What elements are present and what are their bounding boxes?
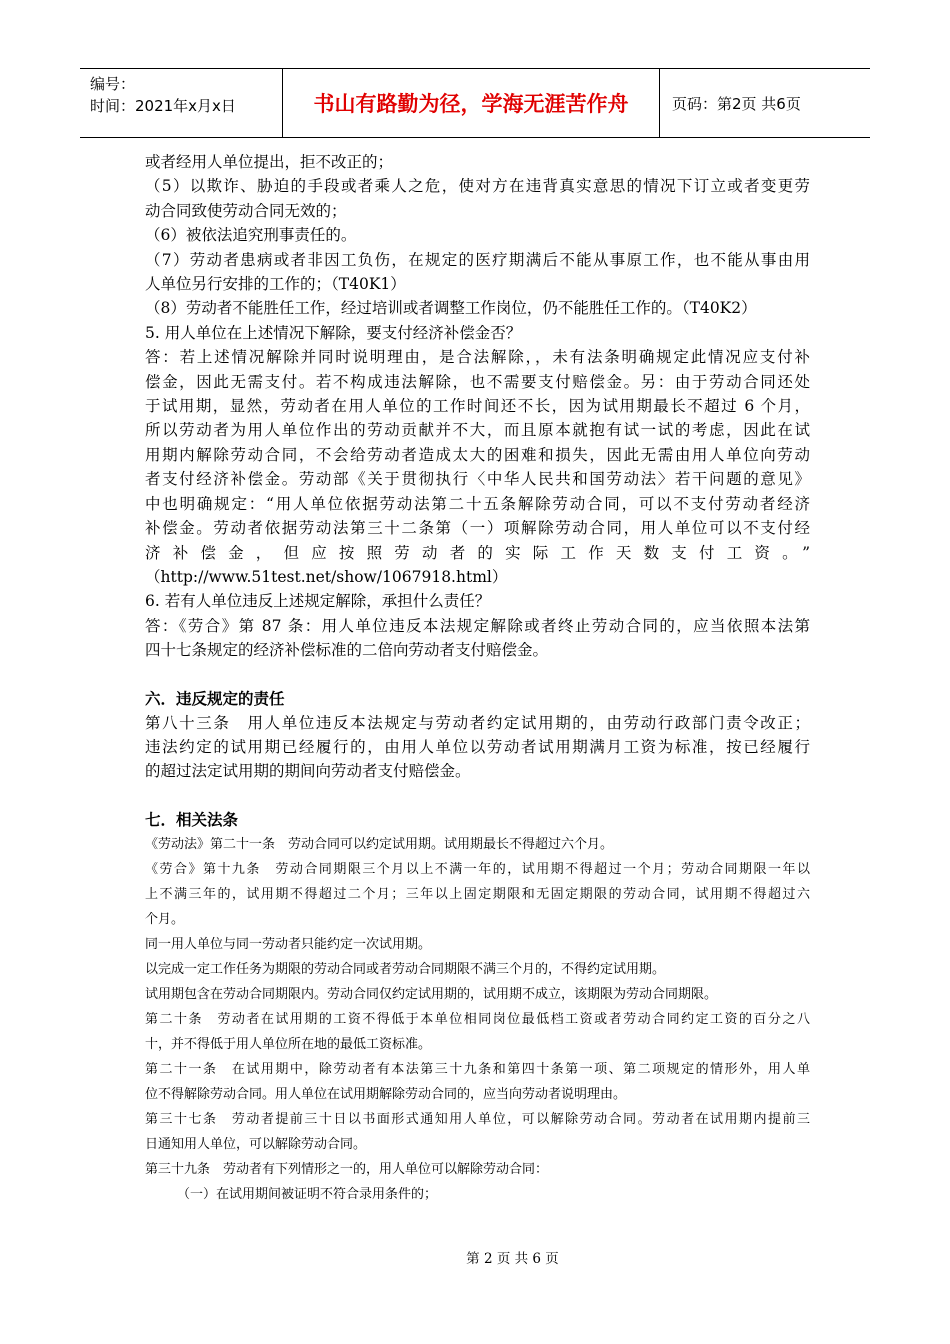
law-line: 十，并不得低于用人单位所在地的最低工资标准。 — [145, 1036, 432, 1052]
answer-line: 中也明确规定：“用人单位依据劳动法第二十五条解除劳动合同，可以不支付劳动者经济 — [145, 494, 810, 513]
law-line: 日通知用人单位，可以解除劳动合同。 — [145, 1136, 367, 1152]
answer-line: 补偿金。劳动者依据劳动法第三十二条第（一）项解除劳动合同，用人单位可以不支付经 — [145, 519, 810, 538]
document-body — [145, 150, 810, 1207]
header-meta — [80, 69, 283, 137]
question-5: 5. 用人单位在上述情况下解除，要支付经济补偿金否？ — [145, 323, 522, 342]
law-line: （一）在试用期间被证明不符合录用条件的； — [177, 1186, 438, 1202]
law-line: 以完成一定工作任务为期限的劳动合同或者劳动合同期限不满三个月的，不得约定试用期。 — [145, 961, 666, 977]
answer-line: 于试用期，显然，劳动者在用人单位的工作时间还不长，因为试用期最长不超过 6 个月， — [145, 397, 810, 416]
header-page-info: 页码：第2页 共6页 — [672, 94, 801, 113]
law-line: 《劳合》第十九条 劳动合同期限三个月以上不满一年的，试用期不得超过一个月；劳动合同期限一年以 — [145, 861, 810, 877]
source-url: （http://www.51test.net/show/1067918.html） — [145, 567, 508, 586]
page-header — [80, 68, 870, 138]
body-line: 或者经用人单位提出，拒不改正的； — [145, 153, 394, 171]
answer-line: 答：若上述情况解除并同时说明理由，是合法解除，，未有法条明确规定此情况应支付补 — [145, 348, 810, 367]
body-line: 动合同致使劳动合同无效的； — [145, 201, 347, 220]
section-6-line: 第八十三条 用人单位违反本法规定与劳动者约定试用期的，由劳动行政部门责令改正； — [145, 713, 810, 732]
law-line: 上不满三年的，试用期不得超过二个月；三年以上固定期限和无固定期限的劳动合同，试用期不得超过六 — [145, 886, 810, 902]
law-line: 试用期包含在劳动合同期限内。劳动合同仅约定试用期的，试用期不成立，该期限为劳动合同期限。 — [145, 986, 718, 1002]
body-line: （6）被依法追究刑事责任的。 — [145, 226, 357, 245]
document-date: 时间：2021年x月x日 — [90, 97, 236, 115]
question-6: 6. 若有人单位违反上述规定解除，承担什么责任？ — [145, 592, 491, 611]
page-footer: 第 2 页 共 6 页 — [466, 1251, 559, 1267]
answer-line: 四十七条规定的经济补偿标准的二倍向劳动者支付赔偿金。 — [145, 641, 549, 660]
answer-line: 者支付经济补偿金。劳动部《关于贯彻执行〈中华人民共和国劳动法〉若干问题的意见》 — [145, 470, 810, 489]
answer-line: 答：《劳合》第 87 条：用人单位违反本法规定解除或者终止劳动合同的，应当依照本法第 — [145, 616, 810, 635]
answer-line: 所以劳动者为用人单位作出的劳动贡献并不大，而且原本就抱有试一试的考虑，因此在试 — [145, 421, 810, 440]
law-line: 第二十条 劳动者在试用期的工资不得低于本单位相同岗位最低档工资或者劳动合同约定工资的百分之八 — [145, 1011, 810, 1027]
header-motto: 书山有路勤为径，学海无涯苦作舟 — [283, 69, 660, 137]
body-line: （7）劳动者患病或者非因工负伤，在规定的医疗期满后不能从事原工作，也不能从事由用 — [145, 250, 810, 269]
answer-line: 偿金，因此无需支付。若不构成违法解除，也不需要支付赔偿金。另：由于劳动合同还处 — [145, 372, 810, 391]
law-line: 第二十一条 在试用期中，除劳动者有本法第三十九条和第四十条第一项、第二项规定的情形外，用人单 — [145, 1061, 810, 1077]
law-line: 第三十七条 劳动者提前三十日以书面形式通知用人单位，可以解除劳动合同。劳动者在试用期内提前三 — [145, 1111, 810, 1127]
body-line: （5）以欺诈、胁迫的手段或者乘人之危，使对方在违背真实意思的情况下订立或者变更劳 — [145, 177, 810, 196]
law-line: 个月。 — [145, 911, 185, 927]
law-line: 第三十九条 劳动者有下列情形之一的，用人单位可以解除劳动合同： — [145, 1161, 549, 1177]
section-heading-6: 六．违反规定的责任 — [145, 689, 285, 708]
section-6-line: 违法约定的试用期已经履行的，由用人单位以劳动者试用期满月工资为标准，按已经履行 — [145, 737, 810, 756]
law-line: 位不得解除劳动合同。用人单位在试用期解除劳动合同的，应当向劳动者说明理由。 — [145, 1086, 627, 1102]
body-line: （8）劳动者不能胜任工作，经过培训或者调整工作岗位，仍不能胜任工作的。（T40K2） — [145, 299, 757, 318]
document-number: 编号： — [90, 75, 136, 93]
answer-line: 用期内解除劳动合同，不会给劳动者造成太大的困难和损失，因此无需由用人单位向劳动 — [145, 445, 810, 464]
body-line: 人单位另行安排的工作的；（T40K1） — [145, 275, 406, 294]
answer-line: 济补偿金，但应按照劳动者的实际工作天数支付工资。” — [145, 543, 810, 562]
law-line: 同一用人单位与同一劳动者只能约定一次试用期。 — [145, 936, 432, 952]
section-6-line: 的超过法定试用期的期间向劳动者支付赔偿金。 — [145, 762, 471, 781]
section-heading-7: 七．相关法条 — [145, 810, 239, 829]
law-line: 《劳动法》第二十一条 劳动合同可以约定试用期。试用期最长不得超过六个月。 — [145, 836, 614, 852]
